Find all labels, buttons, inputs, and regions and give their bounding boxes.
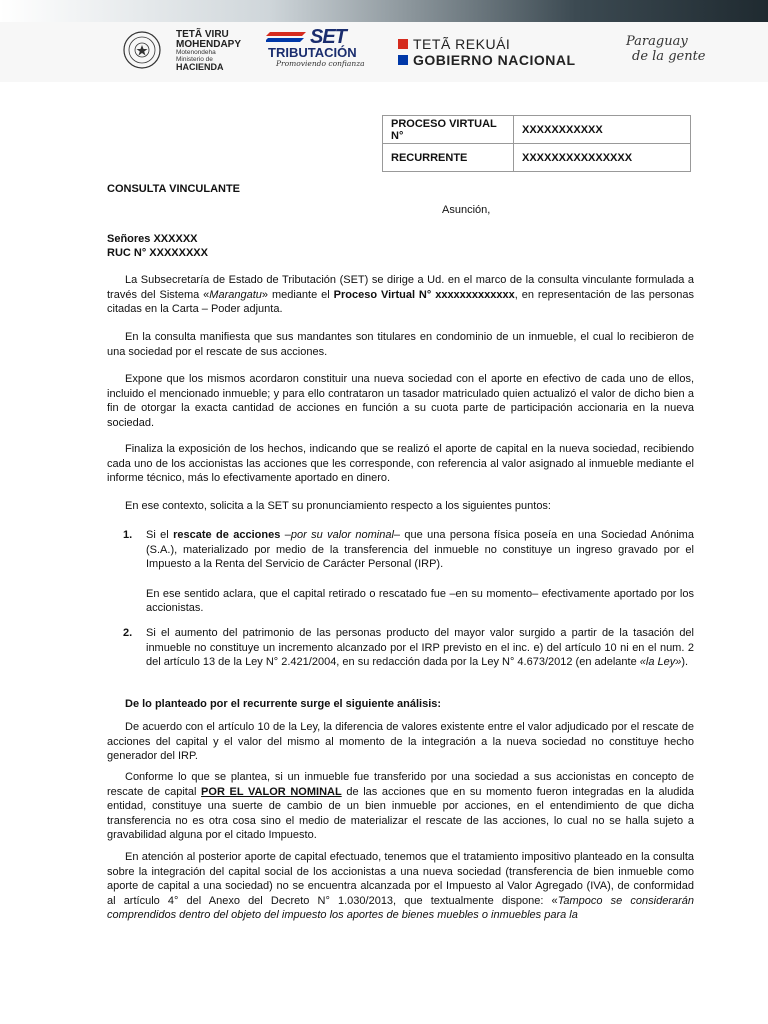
item-body	[146, 528, 694, 572]
ministry-line5: HACIENDA	[176, 62, 224, 72]
item1-bold: rescate de acciones	[173, 529, 281, 541]
red-square-icon	[398, 39, 408, 49]
paragraph-analisis-1: De acuerdo con el artículo 10 de la Ley, la diferencia de valores existente entre el valor adjudicado por el rescate de acciones del capital y el valor del mismo al momento de la integración a la nueva sociedad no constituye hecho generador del IRP.	[107, 721, 694, 763]
recurrente-value: XXXXXXXXXXXXXXX	[514, 144, 691, 172]
p7-text-a: Conforme lo que se plantea, si un inmueble fue transferido por una sociedad a sus accionistas en concepto de rescate de capital	[107, 771, 694, 798]
set-name: SET	[310, 26, 346, 48]
doc-title: CONSULTA VINCULANTE	[107, 183, 241, 195]
slogan-line1: Paraguay	[626, 34, 688, 49]
table-row	[383, 144, 691, 172]
paragraph-analisis-3	[107, 850, 694, 923]
gobierno-nacional-logo	[398, 37, 576, 67]
ministry-line3: Motenondeha	[176, 49, 216, 56]
p1-process-number: Proceso Virtual N° xxxxxxxxxxxxx	[333, 288, 515, 301]
paragraph-consulta: En la consulta manifiesta que sus mandantes son titulares en condominio de un inmueble, el cual lo recibieron de una sociedad por el rescate de sus acciones.	[107, 331, 694, 358]
item-body	[146, 626, 694, 670]
case-value: XXXXXXXXXXX	[514, 116, 691, 144]
p7-text-c: de las acciones que en su momento fueron integradas en la aludida entidad, constituye una suerte de cambio de un bien inmueble por acciones, en el entendimiento de que dicha transferencia no es otra cosa sino el medio de materializar el rescate de las acciones, lo cual no se halla sujeto a gravabilidad alguna por el citado Impuesto.	[107, 785, 695, 842]
p1-system-name: Marangatu	[209, 288, 262, 301]
case-info-table	[382, 115, 691, 172]
analysis-heading: De lo planteado por el recurrente surge el siguiente análisis:	[125, 698, 442, 710]
paragraph-intro	[107, 273, 694, 317]
p1-text-a: La Subsecretaría de Estado de Tributación (SET) se dirige a Ud. en el marco de la consulta vinculante formulada a través del Sistema «	[107, 274, 694, 301]
item1-dash: –	[280, 529, 291, 541]
recurrente-label: RECURRENTE	[383, 144, 514, 172]
item-number: 2.	[123, 627, 133, 639]
table-row	[383, 116, 691, 144]
gobierno-line1: TETÃ REKUÁI	[413, 36, 511, 52]
set-tagline: Promoviendo confianza	[276, 59, 365, 68]
top-gradient-bar	[0, 0, 768, 22]
set-tributacion-logo	[266, 28, 372, 70]
paragraph-finaliza: Finaliza la exposición de los hechos, indicando que se realizó el aporte de capital en la nueva sociedad, recibiendo cada uno de los accionistas las acciones que les corresponde, con referencia al valor asignado al inmueble mediante el informe técnico, más lo efectivamente aportado en dinero.	[107, 443, 694, 485]
p7-emphasis: POR EL VALOR NOMINAL	[201, 785, 342, 798]
ministry-line1: TETÃ VIRU	[176, 29, 229, 40]
item-number: 1.	[123, 529, 133, 541]
p1-text-e: , en representación de las personas citadas en la Carta – Poder adjunta.	[107, 288, 695, 316]
list-item	[123, 626, 694, 670]
slogan-line2: de la gente	[632, 49, 706, 64]
item1-text-e: – que una persona física poseía en una Sociedad Anónima (S.A.), materializado por medio de la transferencia del inmueble no constituye un ingreso gravado por el Impuesto a la Renta del Servicio de Carácter Personal (IRP).	[146, 529, 694, 571]
set-sub: TRIBUTACIÓN	[268, 45, 357, 60]
item2-text-c: ).	[681, 656, 689, 669]
item2-text-a: Si el aumento del patrimonio de las personas producto del mayor valor surgido a partir de la tasación del inmueble no constituye un incremento alcanzado por el IRP previsto en el inc. e) del artículo 10 ni en el num. 2 del artículo 13 de la Ley N° 2.421/2004, en su redacción dada por la Ley N° 4.673/2012 (en adelante	[146, 627, 694, 669]
place-date: Asunción,	[442, 204, 491, 216]
item1-clarification: En ese sentido aclara, que el capital retirado o rescatado fue –en su momento– efectivamente aportado por los accionistas.	[146, 587, 694, 615]
ministry-line2: MOHENDAPY	[176, 39, 242, 50]
ministry-line4: Ministerio de	[176, 55, 213, 63]
ruc: RUC N° XXXXXXXX	[107, 247, 208, 259]
blue-square-icon	[398, 55, 408, 65]
p8-quote: Tampoco se considerarán comprendidos dentro del objeto del impuesto los aportes de bienes muebles o inmuebles para la	[107, 894, 695, 922]
p8-text-a: En atención al posterior aporte de capital efectuado, tenemos que el tratamiento impositivo planteado en la consulta sobre la integración del capital social de los accionistas a una nueva sociedad (transferencia de bien inmueble como aporte de capital a una sociedad) no se encuentra alcanzada por el Impuesto al Valor Agregado (IVA), de conformidad al artículo 4° del Anexo del Decreto N° 1.030/2013, que textualmente dispone: «	[107, 851, 694, 907]
paragraph-analisis-2	[107, 770, 694, 843]
ministry-wordmark	[176, 29, 242, 72]
list-item	[123, 528, 694, 616]
ministry-seal-logo	[113, 30, 171, 70]
paragraph-contexto: En ese contexto, solicita a la SET su pronunciamiento respecto a los siguientes puntos:	[125, 500, 551, 512]
paragraph-expone: Expone que los mismos acordaron constituir una nueva sociedad con el aporte en efectivo de cada uno de ellos, incluido el mencionado inmueble; y para ello contrataron un tasador matriculado quien actualizó el valor de dicho bien a fin de otorgar la exacta cantidad de acciones en función a su cuota parte de participación accionaria en la nueva sociedad.	[107, 373, 694, 429]
addressee: Señores XXXXXX	[107, 233, 198, 245]
slogan-logo	[626, 34, 710, 64]
case-label: PROCESO VIRTUAL N°	[383, 116, 514, 144]
gobierno-line2: GOBIERNO NACIONAL	[413, 52, 576, 68]
item1-italic: por su valor nominal	[290, 529, 394, 541]
item2-italic: «la Ley»	[639, 656, 682, 669]
p1-text-c: » mediante el	[261, 288, 334, 301]
item1-text-a: Si el	[146, 529, 174, 541]
